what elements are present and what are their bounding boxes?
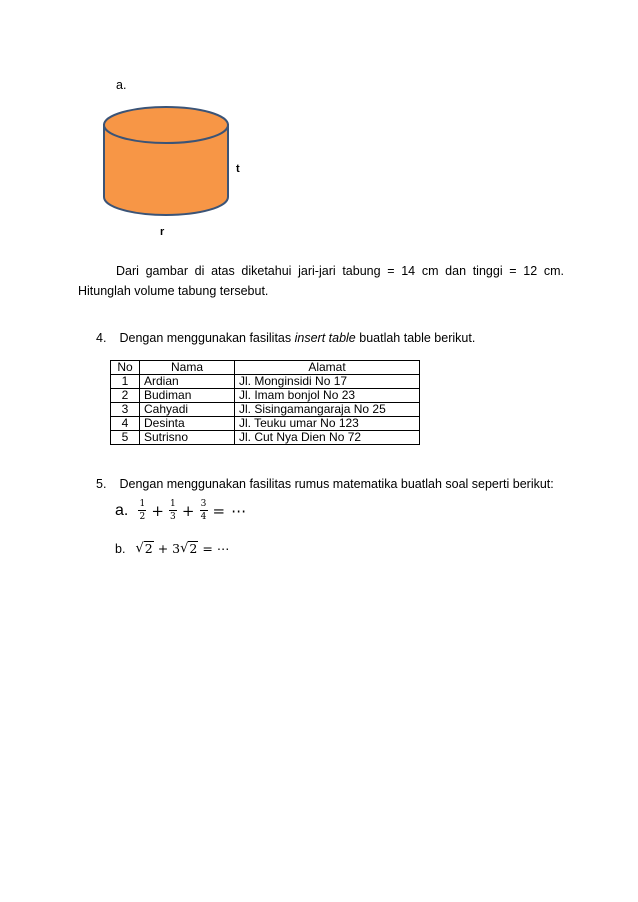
- data-table: [110, 360, 420, 445]
- table-header-row: [111, 361, 420, 375]
- cell-no: 5: [111, 431, 140, 445]
- header-no: No: [111, 361, 140, 375]
- plus-sign: +: [181, 501, 195, 520]
- question-4-italic: insert table: [294, 331, 356, 345]
- equals-sign: =: [212, 501, 226, 520]
- ellipsis: ⋯: [231, 501, 247, 520]
- plus-sign: +: [151, 501, 164, 520]
- table-row: [111, 417, 420, 431]
- cell-nama: Cahyadi: [140, 403, 235, 417]
- plus-sign: +: [157, 541, 169, 556]
- cell-nama: Desinta: [140, 417, 235, 431]
- cell-no: 4: [111, 417, 140, 431]
- question-4: 4. Dengan menggunakan fasilitas insert table buatlah table berikut.: [96, 331, 476, 345]
- coefficient: 3: [172, 541, 181, 556]
- equation-b-label: b.: [115, 541, 126, 556]
- table-row: [111, 431, 420, 445]
- radius-label: r: [160, 226, 165, 238]
- cylinder-top: [104, 107, 228, 143]
- fraction: $\frac{1}{3}$: [170, 499, 176, 522]
- equation-a-label: a.: [115, 501, 129, 519]
- equation-a: [115, 499, 249, 522]
- cylinder-figure: [95, 98, 237, 220]
- question-5-number: 5.: [96, 477, 107, 491]
- cell-nama: Ardian: [140, 375, 235, 389]
- table-row: [111, 375, 420, 389]
- cell-alamat: Jl. Teuku umar No 123: [235, 417, 420, 431]
- problem-paragraph: Dari gambar di atas diketahui jari-jari tabung = 14 cm dan tinggi = 12 cm. Hitunglah volume tabung tersebut.: [78, 264, 564, 298]
- cell-no: 1: [111, 375, 140, 389]
- equals-sign: =: [202, 541, 213, 556]
- table-row: [111, 389, 420, 403]
- cell-no: 3: [111, 403, 140, 417]
- cell-alamat: Jl. Cut Nya Dien No 72: [235, 431, 420, 445]
- question-5: 5. Dengan menggunakan fasilitas rumus matematika buatlah soal seperti berikut:: [96, 477, 554, 491]
- square-root: √ 2: [180, 541, 198, 556]
- fraction: $\frac{1}{2}$: [139, 499, 146, 522]
- cell-alamat: Jl. Monginsidi No 17: [235, 375, 420, 389]
- equation-b: [115, 541, 229, 556]
- header-nama: Nama: [140, 361, 235, 375]
- square-root: √ 2: [135, 541, 153, 556]
- item-a-label: a.: [116, 78, 127, 92]
- cell-nama: Sutrisno: [140, 431, 235, 445]
- question-4-number: 4.: [96, 331, 107, 345]
- cell-alamat: Jl. Sisingamangaraja No 25: [235, 403, 420, 417]
- header-alamat: Alamat: [235, 361, 420, 375]
- cell-no: 2: [111, 389, 140, 403]
- cell-nama: Budiman: [140, 389, 235, 403]
- height-label: t: [236, 163, 240, 175]
- ellipsis: ⋯: [216, 541, 230, 556]
- cell-alamat: Jl. Imam bonjol No 23: [235, 389, 420, 403]
- table-row: [111, 403, 420, 417]
- fraction: $\frac{3}{4}$: [200, 499, 207, 522]
